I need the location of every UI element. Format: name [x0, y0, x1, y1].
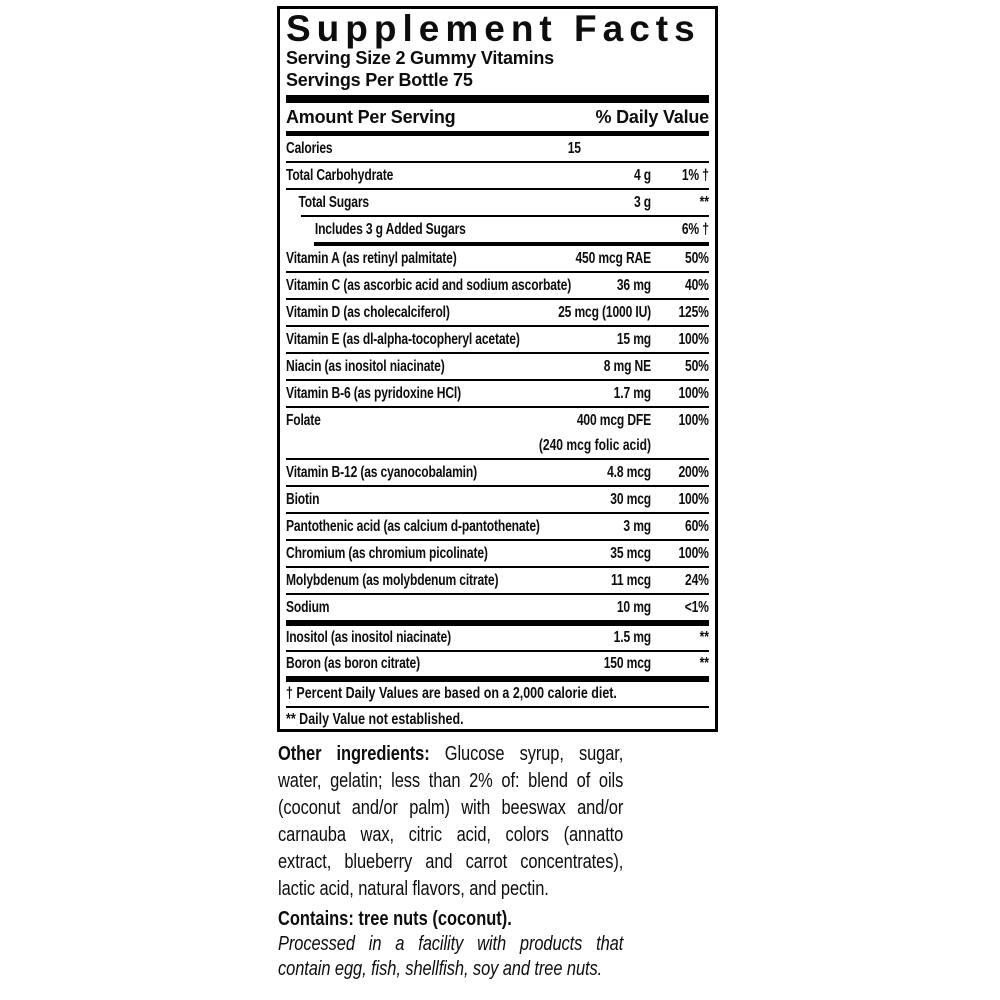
column-header-row	[286, 103, 709, 131]
nutrient-name: Vitamin B-12 (as cyanocobalamin)	[286, 464, 477, 481]
nutrient-amount: 11 mcg	[610, 572, 652, 589]
table-row	[286, 514, 709, 539]
column-header-amount: Amount Per Serving	[286, 107, 456, 127]
nutrient-daily-value: 100%	[678, 412, 709, 429]
table-row	[286, 626, 709, 650]
nutrient-daily-value: 50%	[685, 250, 709, 267]
nutrient-amount: 1.5 mg	[613, 629, 652, 646]
table-row	[286, 246, 709, 271]
nutrient-daily-value: **	[699, 629, 709, 646]
table-row	[286, 136, 709, 161]
nutrient-daily-value: 100%	[678, 491, 709, 508]
nutrient-name: Includes 3 g Added Sugars	[314, 221, 466, 238]
nutrient-name: Sodium	[286, 599, 330, 616]
nutrient-daily-value: 100%	[678, 545, 709, 562]
nutrient-name: Biotin	[286, 491, 320, 508]
nutrient-name: Total Sugars	[298, 194, 369, 211]
table-row	[286, 595, 709, 620]
nutrient-name: Vitamin D (as cholecalciferol)	[286, 304, 450, 321]
nutrient-daily-value: 6% †	[681, 221, 709, 238]
table-row	[286, 163, 709, 188]
nutrient-amount: 4 g	[634, 167, 652, 184]
table-row	[286, 568, 709, 593]
table-row	[286, 273, 709, 298]
nutrient-amount: 15 mg	[616, 331, 652, 348]
nutrient-amount: 25 mcg (1000 IU)	[558, 304, 652, 321]
table-row	[286, 190, 709, 215]
nutrient-name: Inositol (as inositol niacinate)	[286, 629, 451, 646]
nutrient-daily-value: 1% †	[681, 167, 709, 184]
other-ingredients-paragraph	[278, 741, 623, 903]
nutrient-amount: 3 g	[634, 194, 652, 211]
nutrient-daily-value: 60%	[685, 518, 709, 535]
nutrient-amount: 8 mg NE	[603, 358, 652, 375]
nutrient-amount: 450 mcg RAE	[575, 250, 652, 267]
nutrient-amount: 1.7 mg	[613, 385, 652, 402]
serving-size-line: Serving Size 2 Gummy Vitamins	[286, 48, 554, 68]
nutrient-amount: 35 mcg	[610, 545, 652, 562]
allergen-note: Processed in a facility with products that contain egg, fish, shellfish, soy and tree nuts.	[278, 933, 624, 980]
footnote-not-established: ** Daily Value not established.	[286, 711, 464, 728]
nutrient-name: Vitamin A (as retinyl palmitate)	[286, 250, 457, 267]
nutrient-name: Vitamin E (as dl-alpha-tocopheryl acetate)	[286, 331, 520, 348]
nutrient-name: Folate	[286, 412, 321, 429]
header-thick-rule	[286, 95, 709, 103]
table-row	[286, 327, 709, 352]
nutrient-rows	[286, 136, 709, 676]
nutrient-amount-subline: (240 mcg folic acid)	[538, 437, 652, 454]
nutrient-amount: 30 mcg	[610, 491, 652, 508]
nutrient-name: Vitamin C (as ascorbic acid and sodium ascorbate)	[286, 277, 572, 294]
servings-per-bottle-line: Servings Per Bottle 75	[286, 70, 473, 90]
nutrient-name: Boron (as boron citrate)	[286, 655, 420, 672]
nutrient-daily-value: 100%	[678, 331, 709, 348]
footnote-daily-values: † Percent Daily Values are based on a 2,000 calorie diet.	[286, 685, 617, 702]
nutrient-daily-value: <1%	[684, 599, 709, 616]
table-row	[286, 460, 709, 485]
nutrient-amount: 15	[567, 140, 581, 157]
nutrient-amount: 10 mg	[616, 599, 652, 616]
supplement-facts-panel	[277, 6, 718, 732]
table-row	[286, 381, 709, 406]
contains-statement: Contains: tree nuts (coconut).	[278, 908, 512, 930]
table-row	[286, 354, 709, 379]
nutrient-name: Pantothenic acid (as calcium d-pantothenate)	[286, 518, 540, 535]
nutrient-amount: 400 mcg DFE	[576, 412, 652, 429]
nutrient-amount: 3 mg	[623, 518, 652, 535]
nutrient-name: Niacin (as inositol niacinate)	[286, 358, 445, 375]
table-row	[286, 541, 709, 566]
nutrient-daily-value: **	[699, 655, 709, 672]
table-row	[286, 217, 709, 242]
nutrient-name: Calories	[286, 140, 333, 157]
nutrient-daily-value: 100%	[678, 385, 709, 402]
panel-title: Supplement Facts	[286, 8, 701, 49]
column-header-daily-value: % Daily Value	[595, 107, 709, 127]
nutrient-name: Vitamin B-6 (as pyridoxine HCl)	[286, 385, 461, 402]
nutrient-daily-value: 200%	[678, 464, 709, 481]
nutrient-daily-value: 24%	[685, 572, 709, 589]
ingredients-section	[278, 741, 623, 982]
nutrient-daily-value: 50%	[685, 358, 709, 375]
table-row	[286, 652, 709, 676]
nutrient-name: Total Carbohydrate	[286, 167, 394, 184]
table-row	[286, 300, 709, 325]
nutrient-daily-value: 40%	[685, 277, 709, 294]
nutrient-name: Molybdenum (as molybdenum citrate)	[286, 572, 499, 589]
table-row	[286, 487, 709, 512]
nutrient-name: Chromium (as chromium picolinate)	[286, 545, 488, 562]
nutrient-amount: 36 mg	[616, 277, 652, 294]
nutrient-daily-value: **	[699, 194, 709, 211]
nutrient-amount: 4.8 mcg	[607, 464, 652, 481]
other-ingredients-label: Other ingredients:	[278, 743, 430, 765]
nutrient-amount: 150 mcg	[603, 655, 652, 672]
nutrient-daily-value: 125%	[678, 304, 709, 321]
other-ingredients-body: Glucose syrup, sugar, water, gelatin; less than 2% of: blend of oils (coconut and/or palm) with beeswax and/or carnauba wax, citric acid, colors (annatto extract, blueberry and carrot concentrates), lactic acid, natural flavors, and pectin.	[278, 743, 624, 900]
table-row	[286, 408, 709, 433]
